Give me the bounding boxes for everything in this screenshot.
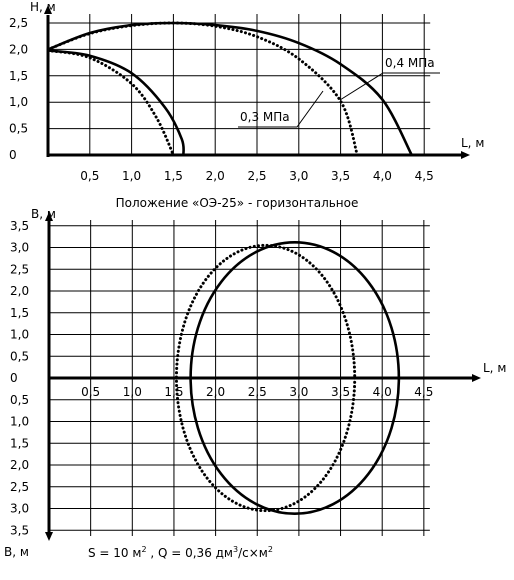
footer-b-label: B, м — [4, 545, 29, 559]
x-tick-label: 2,0 — [206, 385, 226, 399]
annotation-03-mpa: 0,3 МПа — [240, 110, 290, 124]
y-axis-label: H, м — [30, 0, 56, 14]
x-tick-label: 1,0 — [122, 385, 142, 399]
y-axis-arrow-down — [45, 532, 53, 541]
x-axis-arrow — [461, 151, 470, 159]
annotation-leader-04 — [340, 73, 440, 100]
x-tick-label: 2,0 — [205, 169, 225, 183]
y-tick-label: 1,5 — [10, 305, 30, 320]
x-tick-label: 4,0 — [372, 385, 392, 399]
footer-q-sup: 3 — [233, 545, 239, 554]
footer-s-text: S = 10 м — [88, 546, 142, 560]
x-tick-label: 1,0 — [122, 169, 142, 183]
y-tick-label: 3,5 — [10, 523, 30, 538]
x-axis-label: L, м — [461, 136, 485, 150]
lower-chart — [10, 196, 506, 541]
y-tick-label: 0,5 — [9, 121, 29, 136]
x-tick-label: 3,0 — [289, 169, 309, 183]
y-axis-label: B, м — [31, 207, 56, 221]
y-tick-label: 0 — [10, 371, 18, 385]
y-tick-label: 1,0 — [9, 95, 29, 110]
x-tick-label: 0,5 — [81, 385, 101, 399]
y-tick-label: 2,0 — [9, 42, 29, 57]
x-tick-label: 0,5 — [80, 169, 100, 183]
footer-caption — [0, 545, 514, 567]
x-tick-label: 4,5 — [414, 385, 434, 399]
x-tick-label: 3,0 — [289, 385, 309, 399]
x-axis-arrow — [472, 374, 481, 382]
upper-chart — [9, 0, 484, 183]
y-tick-label: 1,5 — [9, 68, 29, 83]
y-tick-label: 0,5 — [10, 349, 30, 364]
x-tick-label: 3,5 — [331, 169, 351, 183]
y-tick-label: 2,5 — [10, 262, 30, 277]
y-tick-label: 2,5 — [9, 16, 29, 30]
footer-q-text: , Q = 0,36 дм — [146, 546, 233, 560]
series-curve-4 — [48, 51, 173, 156]
x-tick-label: 4,0 — [372, 169, 392, 183]
lower-chart-title: Положение «ОЭ-25» - горизонтальное — [115, 196, 359, 210]
x-tick-label: 2,5 — [247, 385, 267, 399]
y-tick-label: 2,0 — [10, 458, 30, 472]
y-tick-label: 3,0 — [10, 240, 30, 255]
y-tick-label: 3,5 — [10, 218, 30, 233]
y-tick-label: 1,5 — [10, 436, 30, 451]
y-tick-label: 1,0 — [10, 327, 30, 342]
x-tick-label: 3,5 — [331, 385, 351, 399]
y-tick-label: 0,5 — [10, 392, 30, 407]
series-curve-2 — [48, 23, 357, 155]
x-tick-label: 4,5 — [414, 169, 434, 183]
y-tick-label: 0 — [9, 148, 17, 162]
footer-s-sup: 2 — [141, 545, 147, 554]
footer-q-tail: /с×м — [238, 546, 268, 560]
footer-q-sup2: 2 — [267, 545, 273, 554]
y-tick-label: 1,0 — [10, 414, 30, 429]
x-axis-label: L, м — [483, 361, 507, 375]
x-tick-label: 1,5 — [163, 169, 183, 183]
x-tick-label: 1,5 — [164, 385, 184, 399]
series-curve-3 — [48, 51, 184, 156]
x-tick-label: 2,5 — [247, 169, 267, 183]
annotation-04-mpa: 0,4 МПа — [385, 56, 435, 70]
footer-formula — [88, 545, 273, 560]
y-tick-label: 3,0 — [10, 501, 30, 516]
y-tick-label: 2,0 — [10, 284, 30, 298]
y-tick-label: 2,5 — [10, 479, 30, 494]
